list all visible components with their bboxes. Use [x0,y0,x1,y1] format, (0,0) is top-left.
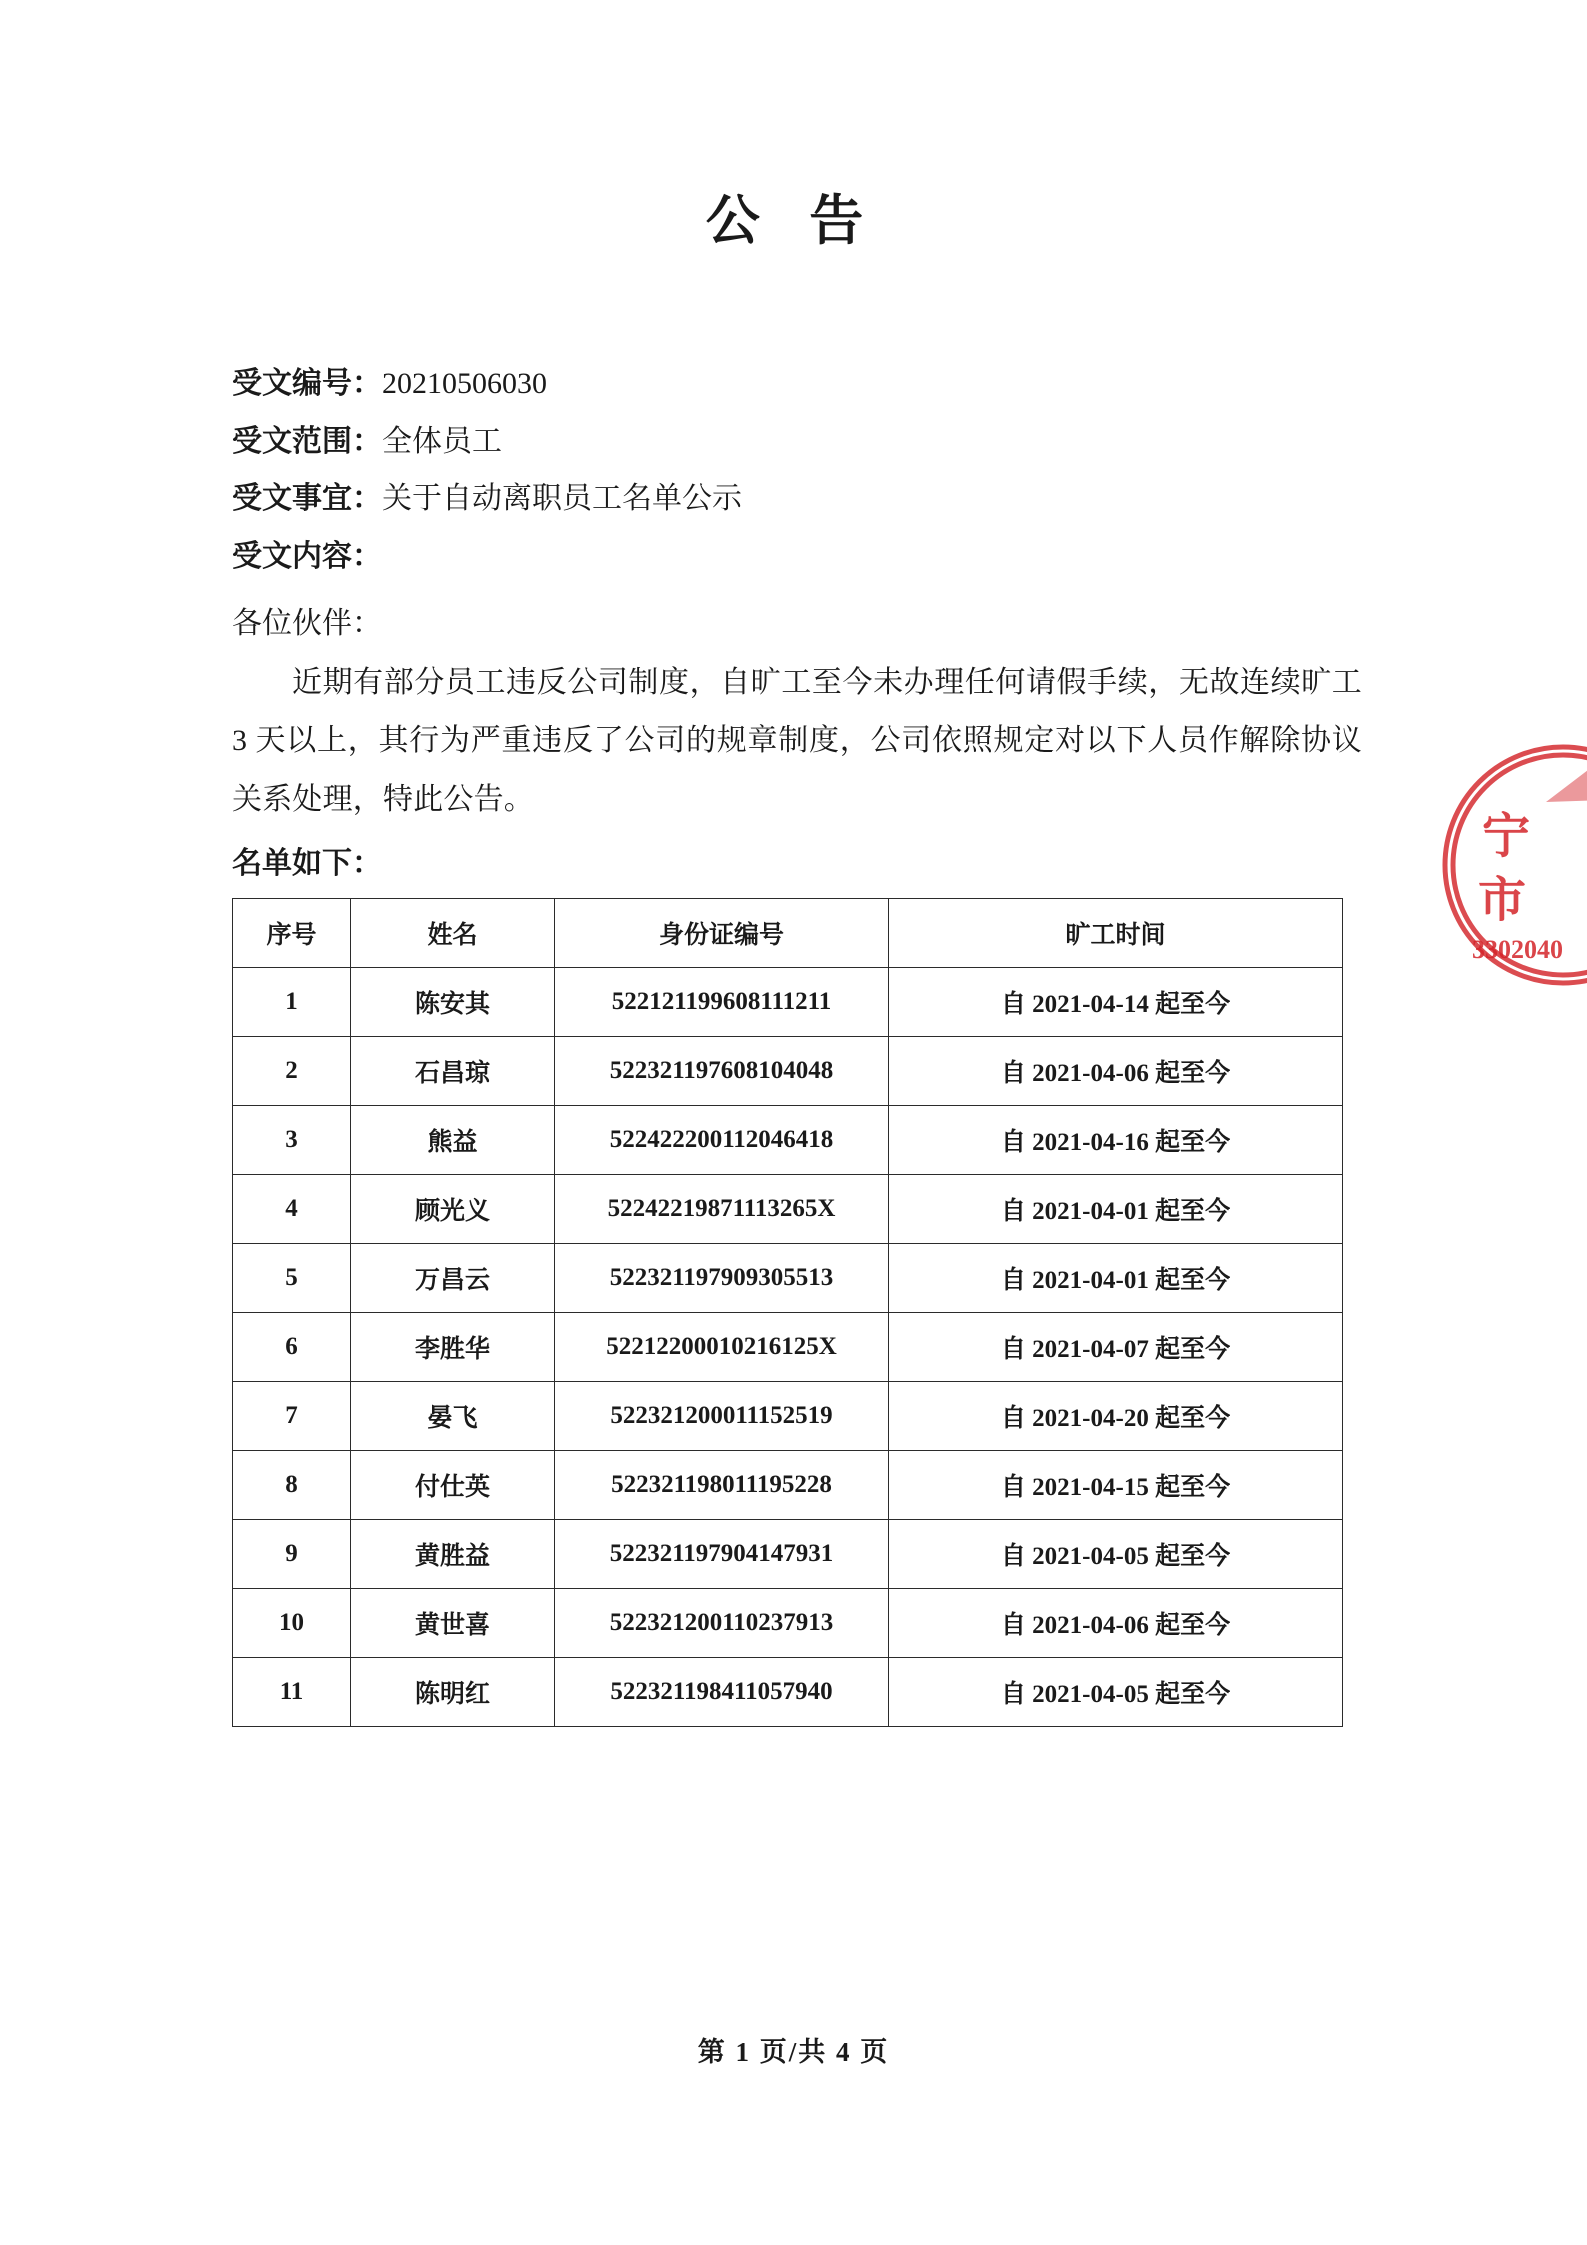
list-heading: 名单如下： [232,847,382,881]
cell-index: 6 [233,1313,351,1382]
field-content [232,528,1362,586]
cell-id: 522321197608104048 [555,1037,889,1106]
table-row [233,1106,1343,1175]
cell-id: 522321200011152519 [555,1382,889,1451]
cell-absence-time: 自 2021-04-20 起至今 [889,1382,1343,1451]
cell-name: 晏飞 [351,1382,555,1451]
svg-text:3302040: 3302040 [1472,935,1563,964]
cell-name: 李胜华 [351,1313,555,1382]
table-row [233,1244,1343,1313]
cell-id: 522121199608111211 [555,968,889,1037]
cell-name: 顾光义 [351,1175,555,1244]
cell-name: 付仕英 [351,1451,555,1520]
cell-name: 黄世喜 [351,1589,555,1658]
column-header-id: 身份证编号 [555,899,889,968]
cell-absence-time: 自 2021-04-01 起至今 [889,1244,1343,1313]
cell-absence-time: 自 2021-04-06 起至今 [889,1037,1343,1106]
cell-absence-time: 自 2021-04-01 起至今 [889,1175,1343,1244]
cell-index: 5 [233,1244,351,1313]
table-row [233,1589,1343,1658]
cell-index: 7 [233,1382,351,1451]
field-doc-number-label: 受文编号： [232,367,382,400]
cell-index: 3 [233,1106,351,1175]
main-paragraph: 近期有部分员工违反公司制度，自旷工至今未办理任何请假手续，无故连续旷工 3 天以上，其行为严重违反了公司的规章制度，公司依照规定对以下人员作解除协议关系处理，特此公告。 [232,665,1362,816]
cell-id: 522422200112046418 [555,1106,889,1175]
cell-index: 8 [233,1451,351,1520]
table-row [233,968,1343,1037]
cell-index: 9 [233,1520,351,1589]
column-header-absence-time: 旷工时间 [889,899,1343,968]
table-row [233,1658,1343,1727]
cell-absence-time: 自 2021-04-06 起至今 [889,1589,1343,1658]
cell-id: 52242219871113265X [555,1175,889,1244]
field-scope-label: 受文范围： [232,424,382,458]
table-row [233,1451,1343,1520]
document-body [232,355,1362,1727]
field-doc-number [232,355,1362,413]
cell-id: 522321200110237913 [555,1589,889,1658]
svg-text:市: 市 [1478,874,1527,927]
column-header-name: 姓名 [351,899,555,968]
cell-absence-time: 自 2021-04-16 起至今 [889,1106,1343,1175]
cell-absence-time: 自 2021-04-05 起至今 [889,1520,1343,1589]
table-header-row [233,899,1343,968]
column-header-index: 序号 [233,899,351,968]
cell-index: 11 [233,1658,351,1727]
employee-table [232,898,1343,1727]
cell-name: 万昌云 [351,1244,555,1313]
cell-index: 2 [233,1037,351,1106]
page-title: 公 告 [705,191,882,251]
cell-name: 陈明红 [351,1658,555,1727]
cell-name: 陈安其 [351,968,555,1037]
cell-id: 522321197909305513 [555,1244,889,1313]
field-content-label: 受文内容： [232,539,382,573]
field-scope-value: 全体员工 [382,424,502,458]
table-row [233,1520,1343,1589]
table-row [233,1382,1343,1451]
svg-text:宁: 宁 [1482,810,1531,863]
field-scope [232,413,1362,471]
cell-name: 熊益 [351,1106,555,1175]
cell-absence-time: 自 2021-04-07 起至今 [889,1313,1343,1382]
table-row [233,1313,1343,1382]
cell-id: 522321197904147931 [555,1520,889,1589]
company-seal-stamp [1438,740,1587,990]
cell-absence-time: 自 2021-04-14 起至今 [889,968,1343,1037]
cell-name: 黄胜益 [351,1520,555,1589]
cell-index: 10 [233,1589,351,1658]
salutation: 各位伙伴： [232,607,382,641]
cell-id: 522321198411057940 [555,1658,889,1727]
table-row [233,1037,1343,1106]
page-footer: 第 1 页/共 4 页 [697,2037,890,2067]
field-subject-label: 受文事宜： [232,482,382,516]
cell-absence-time: 自 2021-04-15 起至今 [889,1451,1343,1520]
cell-id: 52212200010216125X [555,1313,889,1382]
cell-index: 1 [233,968,351,1037]
field-doc-number-value: 20210506030 [382,367,547,400]
field-subject [232,470,1362,528]
field-subject-value: 关于自动离职员工名单公示 [382,482,742,516]
cell-name: 石昌琼 [351,1037,555,1106]
cell-id: 522321198011195228 [555,1451,889,1520]
cell-absence-time: 自 2021-04-05 起至今 [889,1658,1343,1727]
table-row [233,1175,1343,1244]
cell-index: 4 [233,1175,351,1244]
